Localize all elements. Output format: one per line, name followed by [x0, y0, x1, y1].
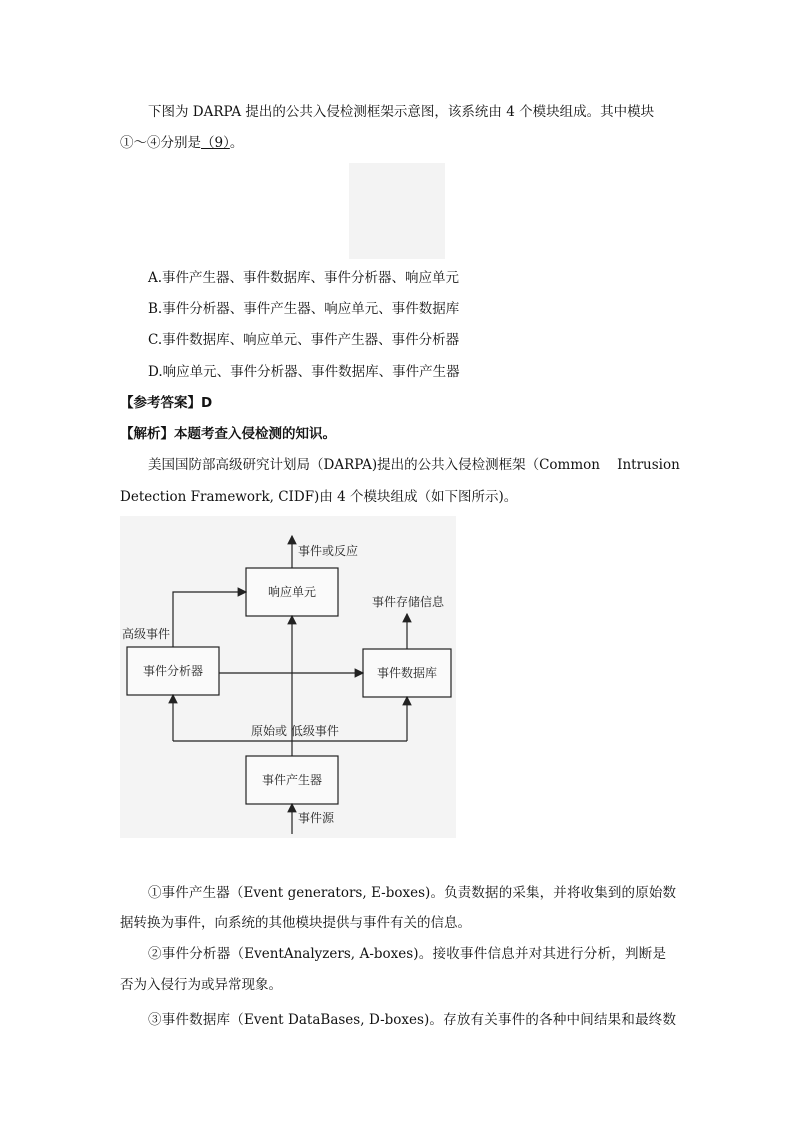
event-storage-info-label: 事件存储信息 [372, 595, 445, 609]
option-d: D.响应单元、事件分析器、事件数据库、事件产生器 [148, 364, 460, 380]
explanation-2-line-2: 否为入侵行为或异常现象。 [120, 977, 282, 993]
reference-answer: 【参考答案】D [120, 395, 213, 411]
answer-blank: （9） [201, 135, 230, 151]
explanation-2-line-1: ②事件分析器（EventAnalyzers, A-boxes)。接收事件信息并对其进行分析，判断是 [148, 946, 666, 962]
explanation-1-line-2: 据转换为事件，向系统的其他模块提供与事件有关的信息。 [120, 915, 471, 931]
question-line-2-suffix: 。 [229, 135, 244, 151]
option-a: A.事件产生器、事件数据库、事件分析器、响应单元 [148, 270, 460, 286]
event-database-label: 事件数据库 [376, 666, 438, 680]
explanation-3-line-1: ③事件数据库（Event DataBases, D-boxes)。存放有关事件的各种中间结果和最终数 [148, 1012, 676, 1028]
analysis-heading: 【解析】本题考查入侵检测的知识。 [120, 426, 336, 442]
question-line-1: 下图为 DARPA 提出的公共入侵检测框架示意图，该系统由 4 个模块组成。其中模块 [148, 104, 655, 120]
response-unit-label: 响应单元 [267, 585, 317, 599]
intro-line-2: Detection Framework, CIDF)由 4 个模块组成（如下图所示)。 [120, 489, 518, 505]
option-b: B.事件分析器、事件产生器、响应单元、事件数据库 [148, 301, 460, 317]
explanation-1-line-1: ①事件产生器（Event generators, E-boxes)。负责数据的采集，并将收集到的原始数 [148, 885, 676, 901]
raw-or-low-event-label: 原始或 低级事件 [251, 724, 339, 738]
missing-figure-placeholder [349, 163, 445, 259]
cidf-diagram [120, 516, 456, 838]
event-analyzer-label: 事件分析器 [142, 664, 204, 678]
option-c: C.事件数据库、响应单元、事件产生器、事件分析器 [148, 332, 460, 348]
high-level-event-label: 高级事件 [122, 627, 171, 641]
event-or-response-label: 事件或反应 [298, 544, 359, 558]
arrow-analyzer-to-response [173, 592, 246, 647]
event-generator-label: 事件产生器 [261, 773, 323, 787]
intro-line-1: 美国国防部高级研究计划局（DARPA)提出的公共入侵检测框架（Common Intrusion [148, 457, 680, 473]
event-source-label: 事件源 [298, 811, 335, 825]
question-line-2 [120, 133, 243, 153]
question-line-2-prefix: ①～④分别是 [120, 135, 201, 151]
